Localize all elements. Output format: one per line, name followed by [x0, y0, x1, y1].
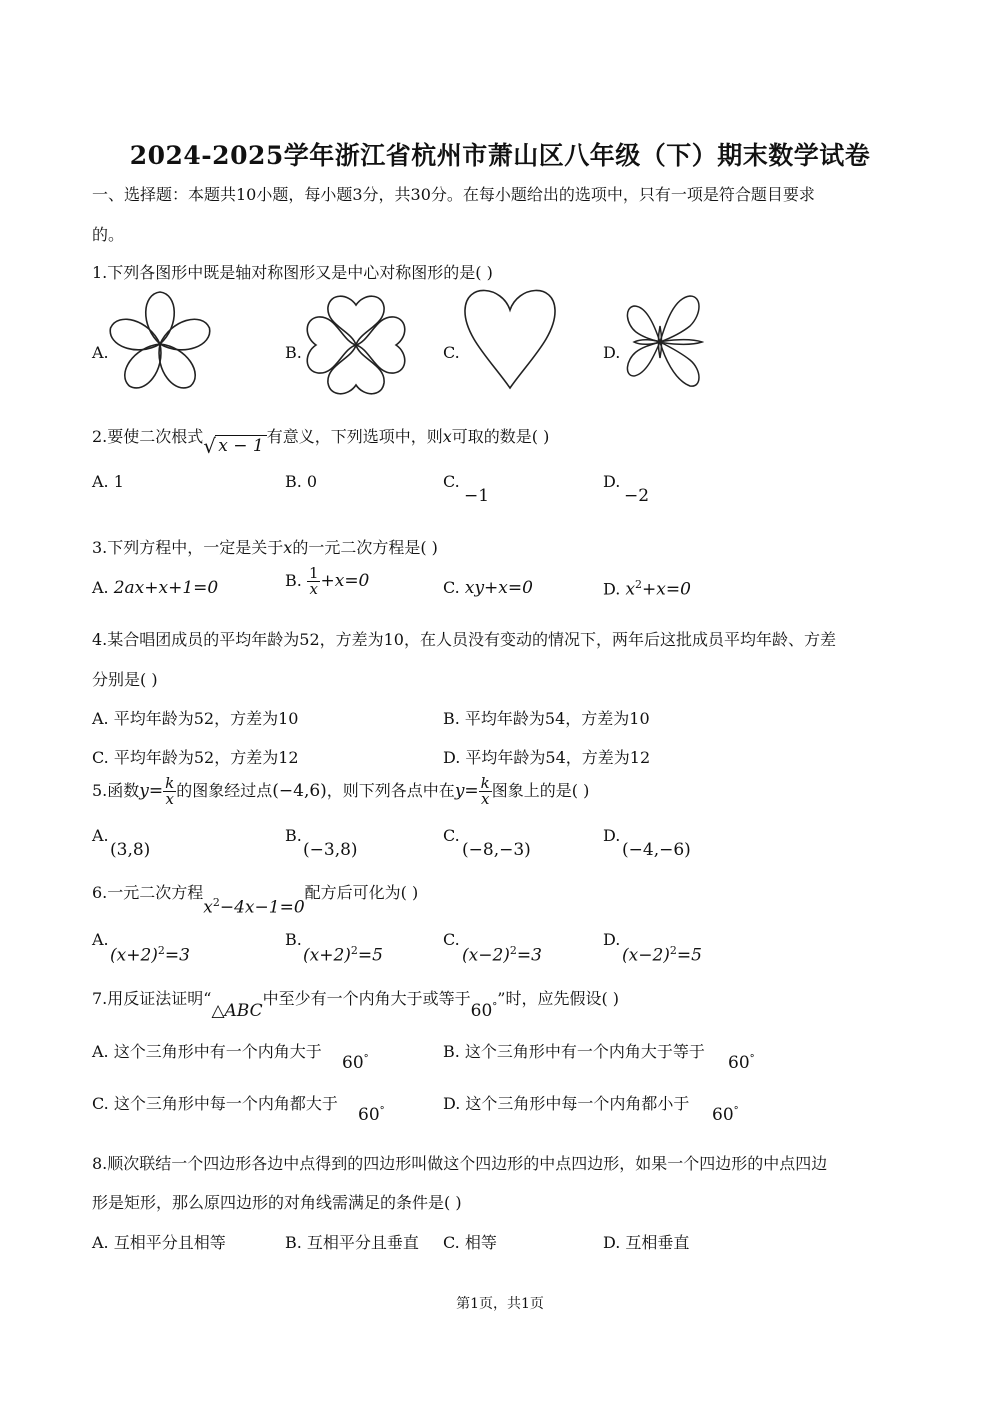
q2-stem: 2.要使二次根式 √ x − 1 有意义，下列选项中，则x可取的数是( ) — [92, 427, 550, 458]
q6-option-a-value: $(x+2)^2=3$ — [110, 944, 190, 966]
q8-option-a: A. 互相平分且相等 — [92, 1233, 226, 1252]
q2-option-d: D. — [603, 472, 621, 491]
q1-option-a: A. — [92, 343, 109, 362]
section-heading-line2: 的。 — [92, 225, 125, 244]
q6-option-d-value: $(x-2)^2=5$ — [622, 944, 702, 966]
page-footer: 第1页，共1页 — [456, 1296, 544, 1312]
five-petal-flower-figure — [108, 290, 212, 398]
q7-option-d: D. 这个三角形中每一个内角都小于 — [443, 1094, 690, 1113]
section-heading-line1: 一、选择题：本题共10小题，每小题3分，共30分。在每小题给出的选项中，只有一项是符合题目要求 — [92, 185, 815, 204]
q2-option-c-value: −1 — [464, 486, 490, 506]
q8-stem-line2: 形是矩形，那么原四边形的对角线需满足的条件是( ) — [92, 1193, 462, 1212]
four-heart-clover-figure — [302, 290, 410, 400]
q7-degree: 60° — [470, 1001, 498, 1021]
q6-equation: $x^2-4x-1=0$ — [203, 895, 305, 917]
q7-option-c-degree: 60° — [358, 1105, 385, 1125]
q5-option-b-value: (−3,8) — [303, 840, 358, 860]
q8-option-d: D. 互相垂直 — [603, 1233, 690, 1252]
q2-radical: √ x − 1 — [203, 436, 266, 456]
q7-option-a: A. 这个三角形中有一个内角大于 — [92, 1042, 322, 1061]
q5-stem: 5.函数y= $\frac{k}{x}$ 的图象经过点(−4,6)，则下列各点中在y= $\frac{k}{x}$ 图象上的是( ) — [92, 774, 590, 808]
q1-option-b: B. — [285, 343, 302, 362]
q5-option-c-value: (−8,−3) — [462, 840, 531, 860]
q3-option-d: D. $x^2+x=0$ — [603, 578, 691, 600]
q6-option-b-value: $(x+2)^2=5$ — [303, 944, 383, 966]
q3-option-b: B. $\frac{1}{x}$ +x=0 — [285, 564, 370, 598]
q3-b-fraction: $\frac{1}{x}$ — [308, 564, 319, 598]
page-title: 2024-2025学年浙江省杭州市萧山区八年级（下）期末数学试卷 — [129, 141, 871, 170]
q7-triangle: △ABC — [211, 1001, 263, 1021]
q5-option-c: C. — [443, 826, 460, 845]
heart-figure — [462, 284, 558, 392]
q8-option-b: B. 互相平分且垂直 — [285, 1233, 419, 1252]
q7-option-d-degree: 60° — [712, 1105, 739, 1125]
q2-option-c: C. — [443, 472, 460, 491]
q5-option-d: D. — [603, 826, 621, 845]
q7-option-c: C. 这个三角形中每一个内角都大于 — [92, 1094, 338, 1113]
q3-stem: 3.下列方程中，一定是关于x的一元二次方程是( ) — [92, 538, 438, 557]
q5-fraction-2: $\frac{k}{x}$ — [480, 774, 490, 808]
q4-stem-line1: 4.某合唱团成员的平均年龄为52，方差为10，在人员没有变动的情况下，两年后这批成员平均年龄、方差 — [92, 630, 836, 649]
q1-stem: 1.下列各图形中既是轴对称图形又是中心对称图形的是( ) — [92, 263, 493, 282]
q3-option-a: A. 2ax+x+1=0 — [92, 578, 219, 598]
q6-stem: 6.一元二次方程$x^2-4x-1=0$配方后可化为( ) — [92, 883, 419, 917]
q3-option-c: C. xy+x=0 — [443, 578, 533, 598]
q6-option-c-value: $(x-2)^2=3$ — [462, 944, 542, 966]
q4-stem-line2: 分别是( ) — [92, 670, 158, 689]
q7-option-a-degree: 60° — [342, 1053, 369, 1073]
q6-option-c: C. — [443, 930, 460, 949]
q6-option-d: D. — [603, 930, 621, 949]
q1-option-c: C. — [443, 343, 460, 362]
q7-stem: 7.用反证法证明“△ABC中至少有一个内角大于或等于60°”时，应先假设( ) — [92, 989, 620, 1021]
q1-option-d: D. — [603, 343, 621, 362]
q7-option-b-degree: 60° — [728, 1053, 755, 1073]
q8-stem-line1: 8.顺次联结一个四边形各边中点得到的四边形叫做这个四边形的中点四边形，如果一个四边形的中点四边 — [92, 1154, 828, 1173]
q4-option-b: B. 平均年龄为54，方差为10 — [443, 709, 650, 728]
q6-option-a: A. — [92, 930, 109, 949]
q8-option-c: C. 相等 — [443, 1233, 497, 1252]
q5-option-a: A. — [92, 826, 109, 845]
q2-option-a: A. 1 — [92, 472, 124, 491]
q4-option-c: C. 平均年龄为52，方差为12 — [92, 748, 299, 767]
q5-fraction-1: $\frac{k}{x}$ — [165, 774, 175, 808]
q2-radicand: x − 1 — [215, 435, 266, 456]
q5-option-a-value: (3,8) — [110, 840, 151, 860]
butterfly-curve-figure — [620, 292, 704, 394]
q7-option-b: B. 这个三角形中有一个内角大于等于 — [443, 1042, 705, 1061]
q4-option-a: A. 平均年龄为52，方差为10 — [92, 709, 299, 728]
q5-option-d-value: (−4,−6) — [622, 840, 691, 860]
q4-option-d: D. 平均年龄为54，方差为12 — [443, 748, 651, 767]
q2-option-b: B. 0 — [285, 472, 318, 491]
q2-option-d-value: −2 — [624, 486, 650, 506]
q6-option-b: B. — [285, 930, 302, 949]
q5-option-b: B. — [285, 826, 302, 845]
